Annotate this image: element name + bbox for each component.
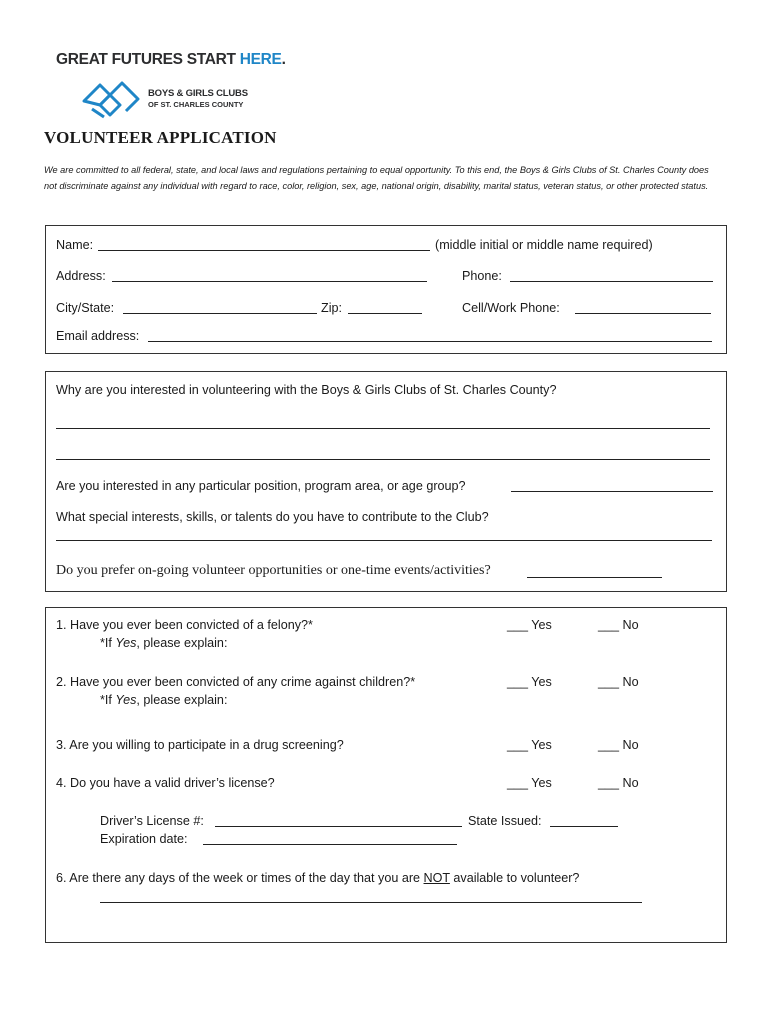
interest-answer-line-2[interactable]: [56, 459, 710, 460]
drivers-license-question: 4. Do you have a valid driver’s license?: [56, 776, 275, 790]
felony-yes-option[interactable]: ___ Yes: [507, 618, 552, 632]
bgc-logo-icon: [80, 81, 142, 119]
felony-explain-yes: Yes: [115, 636, 137, 650]
name-note: (middle initial or middle name required): [435, 238, 653, 252]
crime-children-explain: [100, 692, 227, 708]
availability-answer-field[interactable]: [100, 902, 642, 903]
position-answer-field[interactable]: [511, 491, 713, 492]
crime-explain-post: , please explain:: [136, 693, 228, 707]
cell-phone-field[interactable]: [575, 313, 711, 314]
skills-answer-field[interactable]: [56, 540, 712, 541]
city-state-label: City/State:: [56, 301, 115, 315]
crime-explain-yes: Yes: [115, 693, 137, 707]
interest-question-4: Do you prefer on-going volunteer opportunities or one-time events/activities?: [56, 563, 491, 578]
crime-children-yes-option[interactable]: ___ Yes: [507, 675, 552, 689]
org-name: BOYS & GIRLS CLUBS: [148, 88, 248, 99]
felony-no-option[interactable]: ___ No: [598, 618, 639, 632]
availability-question: [56, 870, 579, 886]
name-label: Name:: [56, 238, 94, 252]
drug-screening-yes-option[interactable]: ___ Yes: [507, 738, 552, 752]
crime-children-no-option[interactable]: ___ No: [598, 675, 639, 689]
availability-question-not: NOT: [423, 871, 450, 885]
license-number-field[interactable]: [215, 826, 462, 827]
tagline-end: .: [281, 51, 286, 68]
phone-label: Phone:: [462, 269, 502, 283]
interest-question-3: What special interests, skills, or talents do you have to contribute to the Club?: [56, 510, 489, 524]
state-issued-field[interactable]: [550, 826, 618, 827]
crime-explain-pre: *If: [100, 693, 116, 707]
tagline: [56, 51, 286, 69]
license-number-label: Driver’s License #:: [100, 814, 204, 828]
opportunity-preference-field[interactable]: [527, 577, 662, 578]
expiration-date-label: Expiration date:: [100, 832, 188, 846]
interest-question-2: Are you interested in any particular position, program area, or age group?: [56, 479, 466, 493]
drug-screening-question: 3. Are you willing to participate in a drug screening?: [56, 738, 344, 752]
availability-question-post: available to volunteer?: [449, 871, 580, 885]
interest-question-1: Why are you interested in volunteering with the Boys & Girls Clubs of St. Charles County?: [56, 383, 557, 397]
felony-explain: [100, 635, 227, 651]
equal-opportunity-statement: We are committed to all federal, state, and local laws and regulations pertaining to equal opportunity. To this end, the Boys & Girls Clubs of St. Charles County does not discriminate against any individual with regard to race, color, religion, sex, age, national origin, disability, marital status, veteran status, or other protected status.: [44, 165, 709, 191]
availability-question-pre: 6. Are there any days of the week or times of the day that you are: [56, 871, 424, 885]
address-label: Address:: [56, 269, 106, 283]
phone-field[interactable]: [510, 281, 713, 282]
crime-children-question: 2. Have you ever been convicted of any crime against children?*: [56, 675, 416, 689]
page-title: VOLUNTEER APPLICATION: [44, 128, 277, 147]
cell-phone-label: Cell/Work Phone:: [462, 301, 560, 315]
zip-label: Zip:: [321, 301, 342, 315]
address-field[interactable]: [112, 281, 427, 282]
interest-answer-line-1[interactable]: [56, 428, 710, 429]
state-issued-label: State Issued:: [468, 814, 542, 828]
tagline-main: GREAT FUTURES START: [56, 51, 240, 68]
drivers-license-yes-option[interactable]: ___ Yes: [507, 776, 552, 790]
felony-question: 1. Have you ever been convicted of a felony?*: [56, 618, 313, 632]
zip-field[interactable]: [348, 313, 422, 314]
name-field[interactable]: [98, 250, 430, 251]
email-label: Email address:: [56, 329, 140, 343]
felony-explain-post: , please explain:: [136, 636, 228, 650]
tagline-accent: HERE: [239, 51, 282, 68]
expiration-date-field[interactable]: [203, 844, 457, 845]
drivers-license-no-option[interactable]: ___ No: [598, 776, 639, 790]
org-subname: OF ST. CHARLES COUNTY: [148, 100, 244, 109]
felony-explain-pre: *If: [100, 636, 116, 650]
email-field[interactable]: [148, 341, 712, 342]
city-state-field[interactable]: [123, 313, 317, 314]
drug-screening-no-option[interactable]: ___ No: [598, 738, 639, 752]
